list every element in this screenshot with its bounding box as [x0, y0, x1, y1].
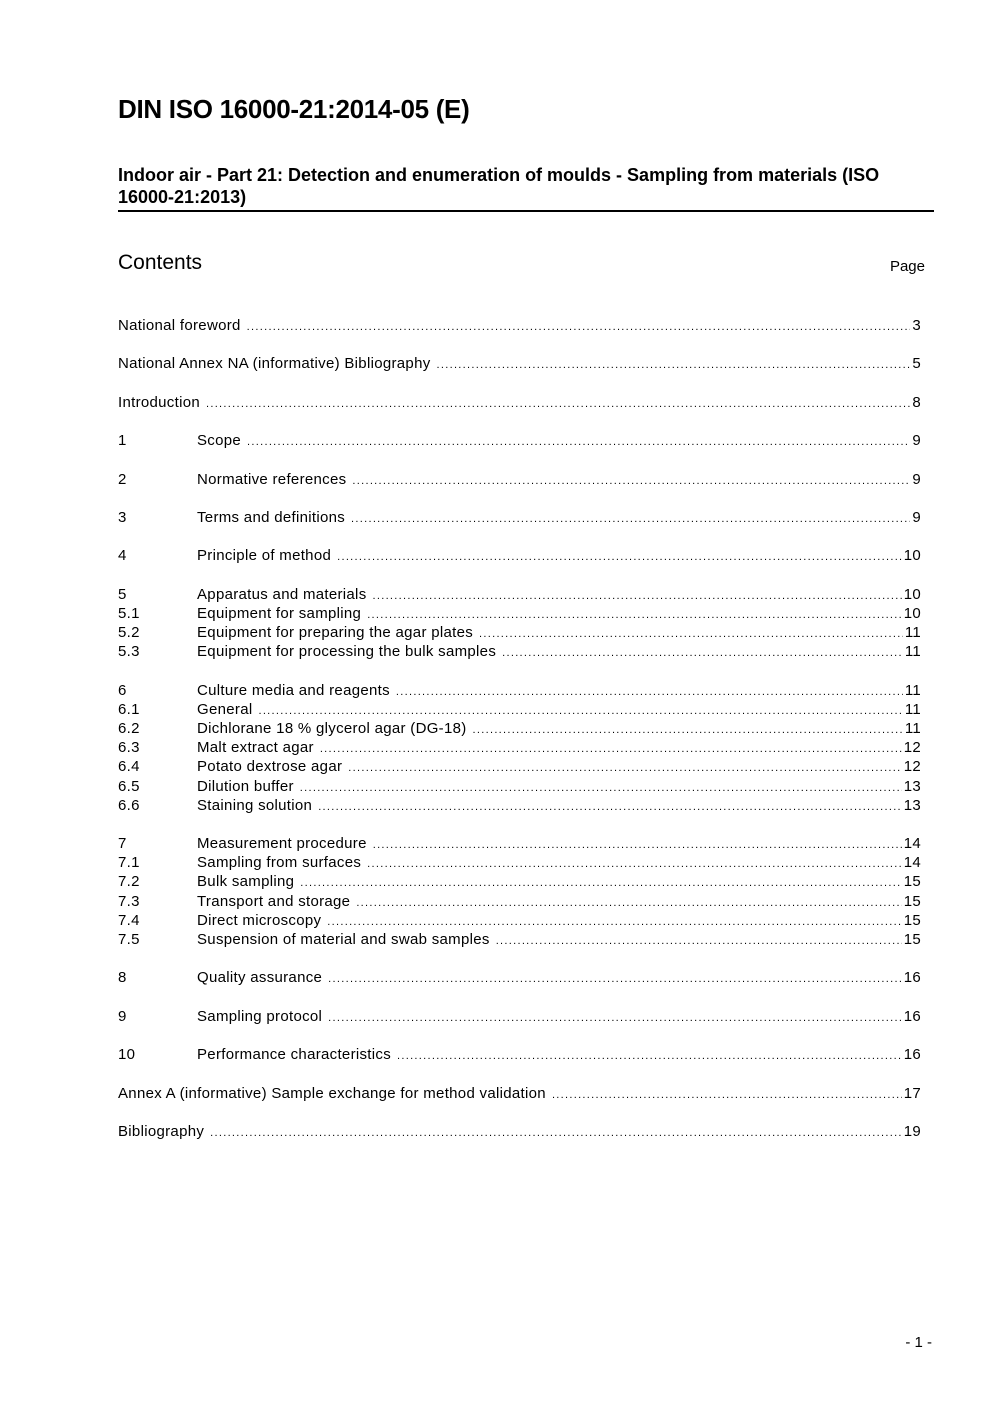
leader-dots	[367, 855, 902, 874]
toc-entry-label: Measurement procedure	[197, 835, 367, 853]
toc-entry-label: Staining solution	[197, 796, 313, 814]
toc-entry-page: 9	[912, 432, 921, 450]
toc-entry-number: 8	[118, 969, 127, 987]
toc-entry-number: 7.3	[118, 892, 140, 910]
toc-entry-label: Equipment for sampling	[197, 604, 362, 622]
toc-entry-label: Scope	[197, 432, 242, 450]
leader-dots	[247, 318, 911, 337]
leader-dots	[373, 836, 902, 855]
toc-entry-page: 10	[903, 585, 921, 603]
toc-entry-page: 14	[903, 854, 921, 872]
leader-dots	[337, 548, 902, 567]
toc-entry[interactable]	[118, 604, 921, 623]
document-subtitle: Indoor air - Part 21: Detection and enumeration of moulds - Sampling from materials (ISO 16000-21:2013)	[118, 165, 880, 207]
toc-entry-number: 7.1	[118, 854, 140, 872]
toc-entry-page: 15	[903, 873, 921, 891]
toc-entry-page: 9	[912, 470, 921, 488]
toc-entry[interactable]	[118, 719, 921, 738]
leader-dots	[502, 644, 903, 663]
toc-entry-label: Dichlorane 18 % glycerol agar (DG-18)	[197, 719, 467, 737]
toc-entry[interactable]	[118, 393, 921, 412]
toc-entry-label: Bulk sampling	[197, 873, 295, 891]
toc-entry-label: Equipment for preparing the agar plates	[197, 624, 474, 641]
toc-entry-label: Equipment for processing the bulk samples	[197, 643, 497, 661]
toc-entry-number: 7.4	[118, 911, 140, 929]
leader-dots	[352, 472, 910, 491]
toc-entry-page: 15	[903, 911, 921, 929]
leader-dots	[396, 683, 903, 702]
document-title: DIN ISO 16000-21:2014-05 (E)	[118, 94, 470, 124]
toc-entry-number: 5.1	[118, 604, 140, 622]
toc-entry[interactable]	[118, 853, 921, 872]
toc-entry[interactable]	[118, 700, 921, 719]
toc-entry-label: National Annex NA (informative) Bibliography	[118, 355, 431, 373]
toc-entry-page: 17	[903, 1084, 921, 1102]
toc-entry-label: Potato dextrose agar	[197, 758, 343, 776]
toc-entry-number: 4	[118, 547, 127, 565]
toc-entry[interactable]	[118, 431, 921, 450]
contents-heading: Contents	[118, 251, 203, 274]
toc-entry-number: 6.1	[118, 700, 140, 718]
toc-entry-label: Direct microscopy	[197, 911, 322, 929]
toc-entry[interactable]	[118, 642, 921, 661]
toc-entry-page: 9	[912, 508, 921, 526]
toc-entry[interactable]	[118, 1045, 921, 1064]
leader-dots	[473, 721, 903, 740]
toc-entry-page: 11	[904, 719, 921, 737]
toc-entry-label: Transport and storage	[197, 892, 351, 910]
leader-dots	[552, 1086, 902, 1105]
leader-dots	[300, 779, 902, 798]
toc-entry[interactable]	[118, 508, 921, 527]
toc-entry-label: Dilution buffer	[197, 777, 294, 795]
toc-entry-page: 16	[903, 969, 921, 987]
leader-dots	[356, 894, 901, 913]
toc-entry-page: 15	[903, 931, 921, 948]
toc-entry-number: 7	[118, 835, 127, 853]
page-column-label: Page	[889, 258, 925, 275]
leader-dots	[479, 625, 903, 644]
toc-entry-label: Apparatus and materials	[197, 585, 367, 603]
toc-entry[interactable]	[118, 738, 921, 757]
leader-dots	[247, 433, 910, 452]
toc-entry-number: 10	[118, 1046, 136, 1064]
leader-dots	[300, 874, 901, 893]
leader-dots	[328, 1009, 902, 1028]
toc-entry[interactable]	[118, 968, 921, 987]
toc-entry[interactable]	[118, 777, 921, 796]
toc-entry[interactable]	[118, 681, 921, 700]
leader-dots	[320, 740, 902, 759]
toc-entry-label: General	[197, 700, 253, 718]
toc-entry-number: 6.3	[118, 739, 140, 757]
toc-entry-number: 1	[118, 432, 127, 450]
toc-entry-number: 7.2	[118, 873, 140, 891]
toc-entry-page: 12	[903, 739, 921, 757]
toc-entry-page: 8	[912, 393, 921, 411]
toc-entry-page: 14	[903, 835, 921, 853]
toc-entry-label: Introduction	[118, 393, 200, 411]
toc-entry-page: 11	[904, 624, 921, 641]
toc-entry-number: 6	[118, 681, 127, 699]
toc-entry-label: National foreword	[118, 317, 241, 334]
toc-entry-page: 19	[903, 1122, 921, 1140]
toc-entry-page: 16	[903, 1046, 921, 1064]
toc-entry-label: Quality assurance	[197, 969, 323, 987]
toc-entry[interactable]	[118, 585, 921, 604]
table-of-contents	[118, 316, 921, 1141]
leader-dots	[351, 510, 910, 529]
toc-entry[interactable]	[118, 796, 921, 815]
toc-entry-number: 7.5	[118, 931, 140, 948]
toc-entry[interactable]	[118, 872, 921, 891]
toc-entry-number: 6.2	[118, 719, 140, 737]
toc-entry-number: 5	[118, 585, 127, 603]
toc-entry-label: Terms and definitions	[197, 508, 346, 526]
toc-entry[interactable]	[118, 470, 921, 489]
leader-dots	[206, 395, 910, 414]
toc-entry-label: Performance characteristics	[197, 1046, 391, 1064]
leader-dots	[210, 1124, 902, 1143]
toc-entry-number: 6.5	[118, 777, 140, 795]
toc-entry[interactable]	[118, 1084, 921, 1103]
toc-entry-number: 5.3	[118, 643, 140, 661]
toc-entry-label: Normative references	[197, 470, 347, 488]
toc-entry-number: 3	[118, 508, 127, 526]
leader-dots	[318, 798, 902, 817]
leader-dots	[348, 759, 901, 778]
leader-dots	[373, 587, 902, 606]
toc-entry[interactable]	[118, 316, 921, 335]
toc-entry-number: 5.2	[118, 624, 140, 641]
toc-entry-label: Sampling from surfaces	[197, 854, 362, 872]
toc-entry-page: 5	[912, 355, 921, 373]
toc-entry-page: 11	[904, 700, 921, 718]
toc-entry[interactable]	[118, 354, 921, 373]
toc-entry-page: 11	[904, 681, 921, 699]
toc-entry-page: 13	[903, 777, 921, 795]
toc-entry-page: 12	[903, 758, 921, 776]
toc-entry-page: 15	[903, 892, 921, 910]
toc-entry-label: Culture media and reagents	[197, 681, 390, 699]
toc-entry[interactable]	[118, 1007, 921, 1026]
leader-dots	[328, 970, 902, 989]
toc-entry[interactable]	[118, 623, 921, 642]
toc-entry-page: 13	[903, 796, 921, 814]
toc-entry-page: 10	[903, 604, 921, 622]
toc-entry[interactable]	[118, 546, 921, 565]
page-number-footer: - 1 -	[905, 1334, 932, 1351]
toc-entry-label: Malt extract agar	[197, 739, 314, 757]
leader-dots	[496, 932, 902, 951]
toc-entry-page: 10	[903, 547, 921, 565]
toc-entry-label: Bibliography	[118, 1122, 205, 1140]
toc-entry-label: Suspension of material and swab samples	[197, 931, 490, 948]
toc-entry-page: 3	[912, 317, 921, 334]
leader-dots	[397, 1047, 902, 1066]
toc-entry-page: 16	[903, 1007, 921, 1025]
toc-entry[interactable]	[118, 1122, 921, 1141]
toc-entry[interactable]	[118, 757, 921, 776]
toc-entry-number: 6.4	[118, 758, 140, 776]
toc-entry-page: 11	[904, 643, 921, 661]
leader-dots	[437, 356, 911, 375]
toc-entry[interactable]	[118, 834, 921, 853]
toc-entry[interactable]	[118, 930, 921, 949]
toc-entry-number: 9	[118, 1007, 127, 1025]
toc-entry[interactable]	[118, 911, 921, 930]
title-divider	[118, 210, 934, 212]
toc-entry[interactable]	[118, 892, 921, 911]
toc-entry-number: 6.6	[118, 796, 140, 814]
toc-entry-label: Principle of method	[197, 547, 332, 565]
toc-entry-number: 2	[118, 470, 127, 488]
toc-entry-label: Sampling protocol	[197, 1007, 323, 1025]
toc-entry-label: Annex A (informative) Sample exchange for method validation	[118, 1084, 546, 1102]
